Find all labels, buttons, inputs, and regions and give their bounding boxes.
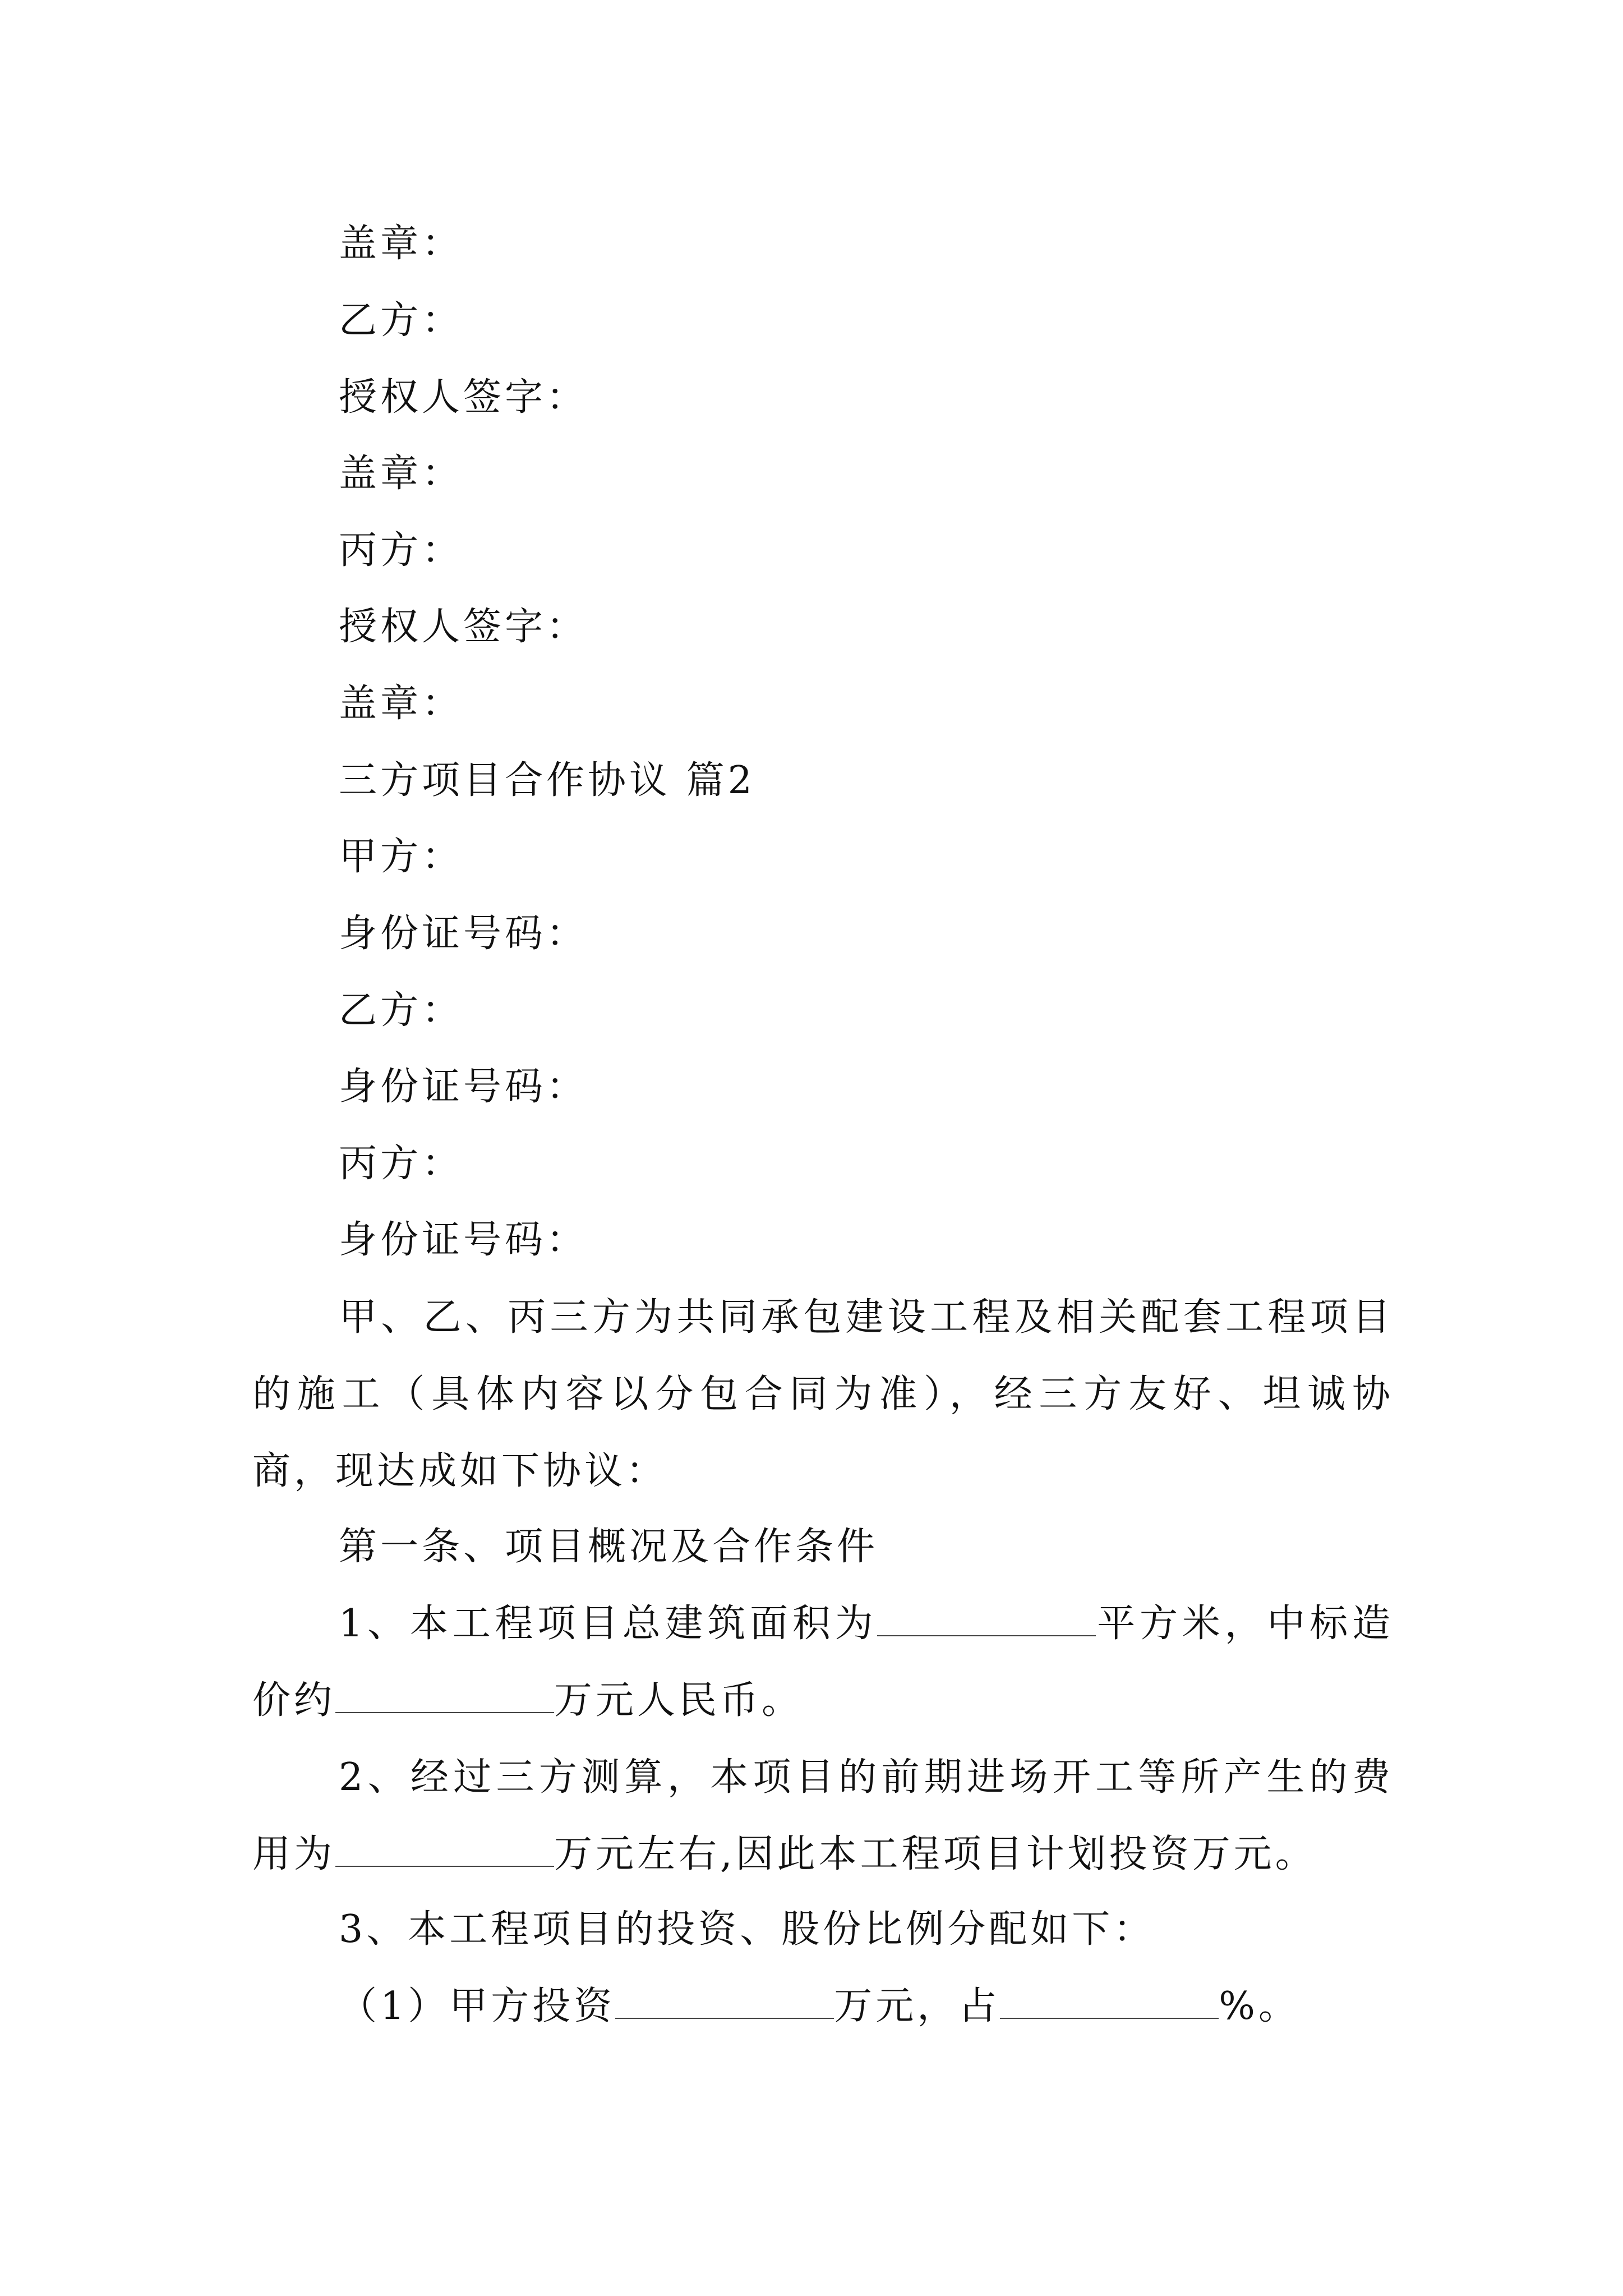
seal-line-a: 盖章： — [339, 222, 464, 266]
section-title: 三方项目合作协议 篇2 — [339, 758, 755, 803]
signature-line-b: 授权人签字： — [339, 375, 588, 420]
clause-2 — [252, 1739, 1394, 1893]
seal-line-c: 盖章： — [339, 682, 464, 726]
signature-line-c: 授权人签字： — [339, 605, 588, 649]
id-number-a: 身份证号码： — [339, 912, 588, 956]
intro-paragraph: 甲、乙、丙三方为共同承包建设工程及相关配套工程项目的施工（具体内容以分包合同为准），经三方友好、坦诚协商，现达成如下协议： — [252, 1295, 1394, 1493]
clause-1-text-a: 1、本工程项目总建筑面积为 — [339, 1602, 878, 1646]
id-number-b: 身份证号码： — [339, 1065, 588, 1109]
party-b-label-2: 乙方： — [339, 988, 464, 1033]
price-blank — [335, 1678, 554, 1713]
id-number-c: 身份证号码： — [339, 1218, 588, 1262]
investment-amount-blank — [615, 1984, 834, 2019]
clause-1-text-c: 万元人民币。 — [554, 1678, 804, 1723]
share-percent-blank — [1000, 1984, 1219, 2019]
party-c-label: 丙方： — [339, 528, 464, 573]
investment-item-1 — [339, 1978, 1300, 2035]
party-a-label: 甲方： — [339, 835, 464, 879]
clause-1-text-b: 平方米，中标造价约 — [252, 1602, 1394, 1723]
party-c-label-2: 丙方： — [339, 1142, 464, 1186]
item-1-text-c: %。 — [1219, 1984, 1300, 2028]
clause-2-text-b: 万元左右,因此本工程项目计划投资万元。 — [554, 1832, 1317, 1876]
clause-1 — [252, 1585, 1394, 1739]
party-b-label: 乙方： — [339, 298, 464, 343]
cost-blank — [335, 1832, 554, 1867]
item-1-text-b: 万元，占 — [834, 1984, 1000, 2028]
area-blank — [877, 1602, 1096, 1636]
clause-3: 3、本工程项目的投资、股份比例分配如下： — [339, 1907, 1155, 1952]
clause-2-text-a: 2、经过三方测算，本项目的前期进场开工等所产生的费用为 — [252, 1755, 1394, 1876]
article-title: 第一条、项目概况及合作条件 — [339, 1525, 879, 1569]
seal-line-b: 盖章： — [339, 452, 464, 496]
item-1-text-a: （1）甲方投资 — [339, 1984, 616, 2028]
